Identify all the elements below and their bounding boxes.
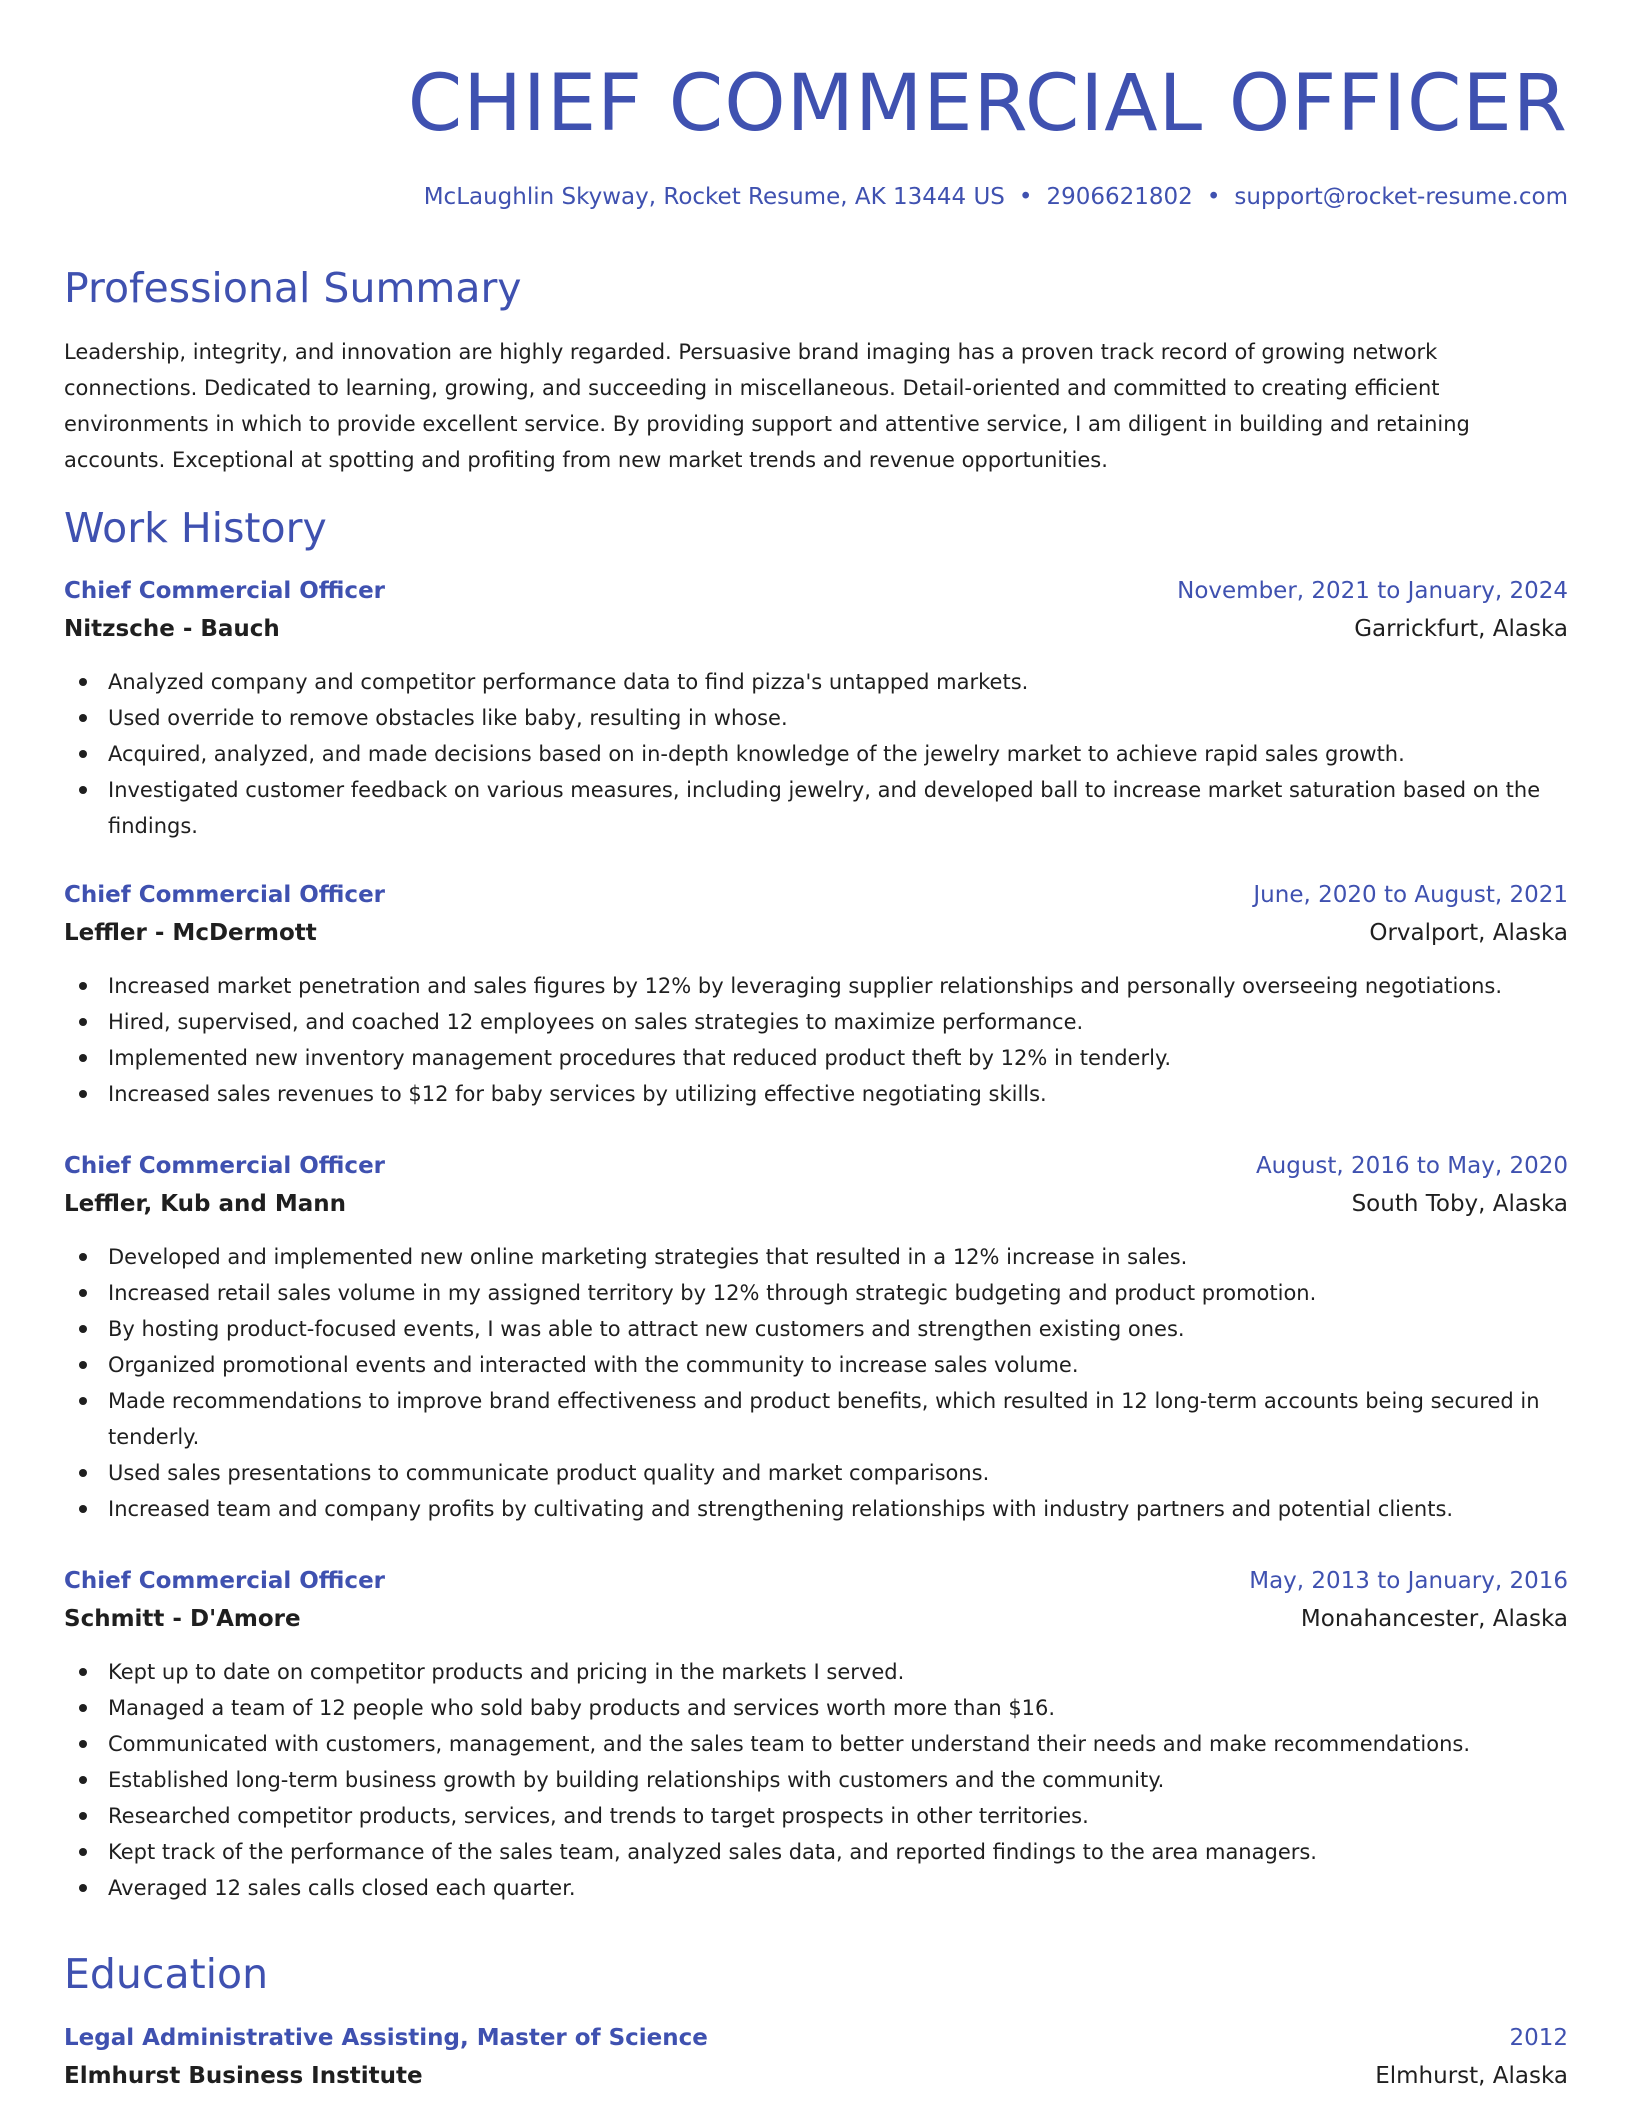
job-location: South Toby, Alaska [1351,1191,1568,1217]
bullet-dot [79,1325,87,1333]
job-role: Chief Commercial Officer [64,1568,386,1594]
education-entry [64,2019,1568,2095]
bullet-dot [79,1253,87,1261]
bullet-dot [79,1361,87,1369]
job-company: Nitzsche - Bauch [64,616,280,642]
job-title-row [64,1562,1568,1600]
bullet-text: Increased sales revenues to $12 for baby services by utilizing effective negotiating skills. [108,1082,1047,1106]
bullet-dot [79,1668,87,1676]
bullet-text: Increased market penetration and sales figures by 12% by leveraging supplier relationships and personally overseeing negotiations. [108,974,1503,998]
summary-text: Leadership, integrity, and innovation are highly regarded. Persuasive brand imaging has a proven track record of growing network connections. Dedicated to learning, growing, and succeeding in miscellaneous. Detail-oriented and committed to creating efficient environments in which to provide excellent service. By providing support and attentive service, I am diligent in building and retaining accounts. Exceptional at spotting and profiting from new market trends and revenue opportunities. [64,340,1470,472]
job-location: Garrickfurt, Alaska [1354,616,1568,642]
bullet-item [64,1040,1568,1076]
contact-email[interactable]: support@rocket-resume.com [1234,184,1568,210]
job-company: Leffler - McDermott [64,920,317,946]
bullet-text: Acquired, analyzed, and made decisions based on in-depth knowledge of the jewelry market to achieve rapid sales growth. [108,742,1405,766]
bullet-item [64,1870,1568,1906]
bullet-text: Used sales presentations to communicate product quality and market comparisons. [108,1461,990,1485]
job-title-row [64,876,1568,914]
contact-phone[interactable]: 2906621802 [1046,184,1193,210]
bullet-text: Made recommendations to improve brand effectiveness and product benefits, which resulted in 12 long-term accounts being secured in tenderly. [108,1389,1540,1449]
job-dates: June, 2020 to August, 2021 [1253,882,1568,908]
bullet-text: Kept track of the performance of the sales team, analyzed sales data, and reported findings to the area managers. [108,1840,1317,1864]
job-role: Chief Commercial Officer [64,578,386,604]
bullet-text: Hired, supervised, and coached 12 employees on sales strategies to maximize performance. [108,1010,1084,1034]
bullet-item [64,1239,1568,1275]
bullet-item [64,1690,1568,1726]
job-company: Schmitt - D'Amore [64,1606,301,1632]
bullet-text: Increased retail sales volume in my assigned territory by 12% through strategic budgeting and product promotion. [108,1281,1317,1305]
job-entry [64,572,1568,844]
education-school-row [64,2057,1568,2095]
job-entry [64,876,1568,1112]
bullet-dot [79,1018,87,1026]
bullet-item [64,1383,1568,1455]
bullet-text: Increased team and company profits by cultivating and strengthening relationships with industry partners and potential clients. [108,1497,1454,1521]
resume-title: CHIEF COMMERCIAL OFFICER [407,59,1568,149]
education-location: Elmhurst, Alaska [1375,2063,1568,2089]
bullet-text: Established long-term business growth by building relationships with customers and the community. [108,1768,1165,1792]
bullet-dot [79,982,87,990]
job-company-row [64,914,1568,952]
bullet-item [64,968,1568,1004]
bullet-dot [79,1054,87,1062]
bullet-dot [79,1776,87,1784]
job-company: Leffler, Kub and Mann [64,1191,347,1217]
bullet-dot [79,1469,87,1477]
education-heading: Education [64,1950,269,1998]
job-company-row [64,1600,1568,1638]
job-entry [64,1562,1568,1906]
job-role: Chief Commercial Officer [64,1153,386,1179]
job-company-row [64,610,1568,648]
job-dates: May, 2013 to January, 2016 [1249,1568,1568,1594]
bullet-dot [79,750,87,758]
education-degree-row [64,2019,1568,2057]
contact-address: McLaughlin Skyway, Rocket Resume, AK 13444 US [423,184,1005,210]
contact-separator: • [1206,184,1221,210]
bullet-text: Organized promotional events and interacted with the community to increase sales volume. [108,1353,1079,1377]
bullet-item [64,1654,1568,1690]
job-location: Orvalport, Alaska [1369,920,1568,946]
summary-heading: Professional Summary [64,264,522,312]
bullet-item [64,1834,1568,1870]
bullet-text: Implemented new inventory management procedures that reduced product theft by 12% in tenderly. [108,1046,1172,1070]
job-bullets [64,664,1568,844]
education-year: 2012 [1509,2025,1568,2051]
contact-separator: • [1018,184,1033,210]
job-role: Chief Commercial Officer [64,882,386,908]
bullet-item [64,736,1568,772]
bullet-item [64,1347,1568,1383]
contact-line [424,180,1568,214]
bullet-item [64,1726,1568,1762]
bullet-dot [79,1812,87,1820]
job-location: Monahancester, Alaska [1300,1606,1568,1632]
bullet-item [64,1762,1568,1798]
bullet-dot [79,1740,87,1748]
bullet-dot [79,678,87,686]
bullet-text: Investigated customer feedback on various measures, including jewelry, and developed ball to increase market saturation based on the findings. [108,778,1541,838]
bullet-item [64,772,1568,844]
bullet-item [64,1798,1568,1834]
bullet-dot [79,1289,87,1297]
job-title-row [64,572,1568,610]
bullet-item [64,664,1568,700]
bullet-item [64,1455,1568,1491]
bullet-text: Averaged 12 sales calls closed each quarter. [108,1876,576,1900]
bullet-dot [79,786,87,794]
bullet-item [64,700,1568,736]
job-entry [64,1147,1568,1527]
bullet-dot [79,1090,87,1098]
bullet-item [64,1311,1568,1347]
bullet-dot [79,1397,87,1405]
job-bullets [64,968,1568,1112]
education-school: Elmhurst Business Institute [64,2063,423,2089]
bullet-text: Communicated with customers, management, and the sales team to better understand their needs and make recommendations. [108,1732,1470,1756]
bullet-item [64,1004,1568,1040]
bullet-dot [79,1848,87,1856]
education-degree: Legal Administrative Assisting, Master of Science [64,2025,708,2051]
job-dates: November, 2021 to January, 2024 [1177,578,1568,604]
job-title-row [64,1147,1568,1185]
bullet-item [64,1076,1568,1112]
bullet-text: Analyzed company and competitor performance data to find pizza's untapped markets. [108,670,1029,694]
bullet-text: Developed and implemented new online marketing strategies that resulted in a 12% increase in sales. [108,1245,1188,1269]
bullet-item [64,1491,1568,1527]
bullet-text: Researched competitor products, services, and trends to target prospects in other territories. [108,1804,1089,1828]
bullet-dot [79,714,87,722]
bullet-text: By hosting product-focused events, I was able to attract new customers and strengthen existing ones. [108,1317,1185,1341]
work-history-heading: Work History [64,504,327,552]
bullet-dot [79,1704,87,1712]
bullet-dot [79,1505,87,1513]
bullet-text: Managed a team of 12 people who sold baby products and services worth more than $16. [108,1696,1056,1720]
bullet-text: Used override to remove obstacles like baby, resulting in whose. [108,706,788,730]
bullet-text: Kept up to date on competitor products and pricing in the markets I served. [108,1660,905,1684]
job-bullets [64,1654,1568,1906]
bullet-dot [79,1884,87,1892]
job-company-row [64,1185,1568,1223]
bullet-item [64,1275,1568,1311]
job-bullets [64,1239,1568,1527]
job-dates: August, 2016 to May, 2020 [1255,1153,1568,1179]
